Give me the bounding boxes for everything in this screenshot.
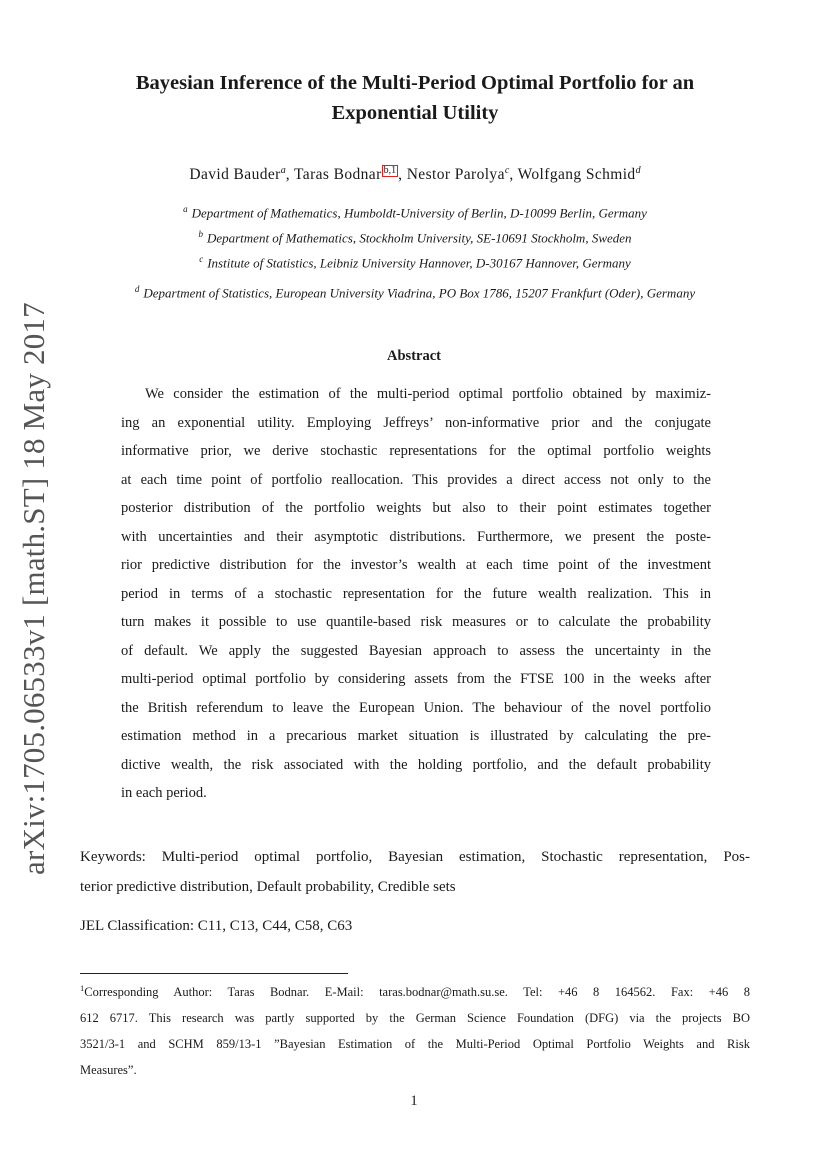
affiliation-a xyxy=(60,204,770,221)
jel-classification: JEL Classification: C11, C13, C44, C58, C63 xyxy=(80,918,353,934)
keywords-line-1: Keywords: Multi-period optimal portfolio, Bayesian estimation, Stochastic representation, Pos- xyxy=(80,849,750,865)
footnote-text: Corresponding Author: Taras Bodnar. E-Mail: taras.bodnar@math.su.se. Tel: +46 8 164562. Fax: +46 8 xyxy=(84,985,750,1000)
affiliation-marker: d xyxy=(134,284,140,294)
title-line-2: Exponential Utility xyxy=(331,102,499,124)
affiliation-text: Department of Statistics, European University Viadrina, PO Box 1786, 15207 Frankfurt (Oder), Germany xyxy=(143,285,696,301)
abstract-line: turn makes it possible to use quantile-based risk measures or to calculate the probability xyxy=(121,614,711,630)
abstract-line: the British referendum to leave the European Union. The behaviour of the novel portfolio xyxy=(121,699,711,716)
arxiv-identifier: arXiv:1705.06533v1 [math.ST] 18 May 2017 xyxy=(16,302,51,875)
abstract-line: estimation method in a precarious market situation is illustrated by calculating the pre- xyxy=(121,728,711,744)
affiliation-b xyxy=(60,229,770,246)
author-list: David Bauder$^a$, Taras Bodnar $^{b,1}$ , Nestor Parolya$^c$, Wolfgang Schmid$^d$ xyxy=(189,165,641,184)
footnote-line-4: Measures”. xyxy=(80,1063,137,1078)
footnote-line-1 xyxy=(80,975,750,1005)
footnote-link-marker[interactable]: b,1 xyxy=(383,165,397,176)
footnote-marker: 1 xyxy=(80,983,85,993)
abstract-line: in each period. xyxy=(121,785,207,801)
abstract-line: We consider the estimation of the multi-period optimal portfolio obtained by maximiz- xyxy=(145,386,711,402)
abstract-line: ing an exponential utility. Employing Jeffreys’ non-informative prior and the conjugate xyxy=(121,414,711,431)
abstract-line: informative prior, we derive stochastic representations for the optimal portfolio weights xyxy=(121,443,711,459)
page-number: 1 xyxy=(410,1093,418,1109)
author-3 xyxy=(407,166,510,183)
abstract-line: of default. We apply the suggested Bayesian approach to assess the uncertainty in the xyxy=(121,642,711,659)
affiliation-marker: a xyxy=(183,204,188,214)
abstract-line: multi-period optimal portfolio by considering assets from the FTSE 100 in the weeks after xyxy=(121,671,711,687)
author-affiliation-marker: d xyxy=(635,165,641,176)
abstract-heading: Abstract xyxy=(387,348,441,364)
keywords-line-2: terior predictive distribution, Default probability, Credible sets xyxy=(80,879,456,895)
affiliation-d xyxy=(60,284,770,301)
affiliation-marker: c xyxy=(199,254,204,264)
author-name: David Bauder xyxy=(189,166,281,184)
affiliation-text: Institute of Statistics, Leibniz University Hannover, D-30167 Hannover, Germany xyxy=(207,255,631,271)
footnote-line-3: 3521/3-1 and SCHM 859/13-1 ”Bayesian Estimation of the Multi-Period Optimal Portfolio Weights and Risk xyxy=(80,1037,750,1052)
abstract-line: posterior distribution of the portfolio weights but also to their point estimates together xyxy=(121,500,711,516)
author-name: Wolfgang Schmid xyxy=(517,166,636,184)
abstract-line: at each time point of portfolio reallocation. This provides a direct access not only to the xyxy=(121,471,711,488)
affiliation-text: Department of Mathematics, Stockholm University, SE-10691 Stockholm, Sweden xyxy=(206,230,632,246)
abstract-line: dictive wealth, the risk associated with the holding portfolio, and the default probability xyxy=(121,756,711,773)
author-1 xyxy=(189,166,285,183)
abstract-body xyxy=(121,380,711,808)
footnote xyxy=(80,975,750,1083)
affiliation-c xyxy=(60,254,770,271)
affiliation-marker: b xyxy=(198,229,203,239)
author-name: Nestor Parolya xyxy=(406,166,505,184)
footnote-line-2: 612 6717. This research was partly supported by the German Science Foundation (DFG) via the projects BO xyxy=(80,1011,750,1026)
author-affiliation-marker: a xyxy=(280,165,286,176)
author-affiliation-marker: c xyxy=(504,165,510,176)
footnote-divider xyxy=(80,973,348,974)
paper-title xyxy=(80,68,750,128)
abstract-line: rior predictive distribution for the investor’s wealth at each time point of the investment xyxy=(121,557,711,573)
title-line-1: Bayesian Inference of the Multi-Period Optimal Portfolio for an xyxy=(135,72,695,94)
author-2 xyxy=(294,166,398,183)
keywords xyxy=(80,842,750,902)
affiliation-text: Department of Mathematics, Humboldt-University of Berlin, D-10099 Berlin, Germany xyxy=(191,205,647,221)
abstract-line: period in terms of a stochastic representation for the future wealth realization. This in xyxy=(121,585,711,602)
abstract-line: with uncertainties and their asymptotic distributions. Furthermore, we present the poste- xyxy=(121,528,711,545)
author-name: Taras Bodnar xyxy=(294,166,382,184)
author-affiliation-marker[interactable] xyxy=(382,165,399,176)
author-4 xyxy=(518,166,641,183)
